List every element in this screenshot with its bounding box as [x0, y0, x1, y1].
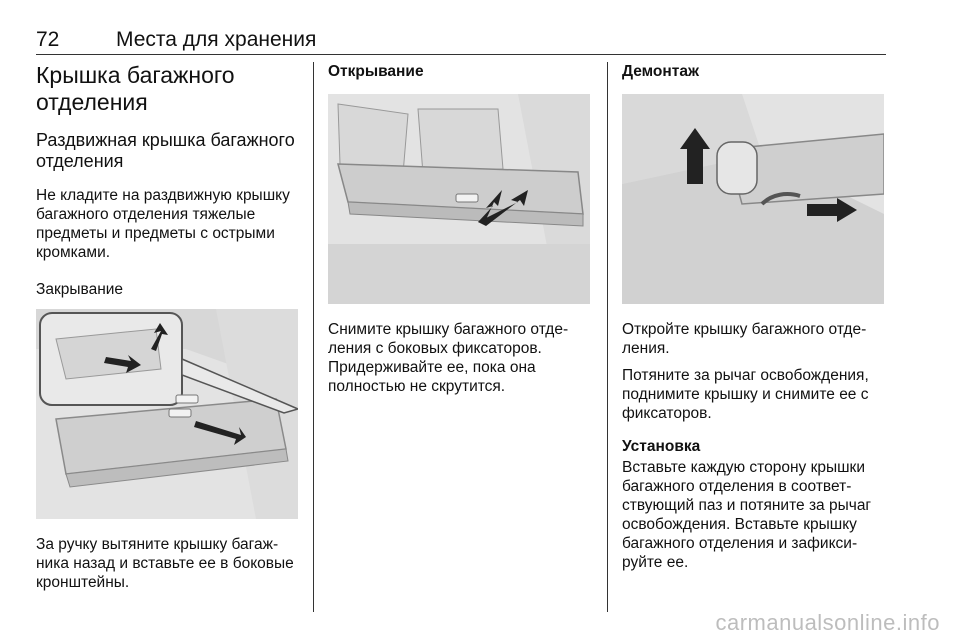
opening-illustration-drawing [328, 94, 590, 304]
removal-illustration-drawing [622, 94, 884, 304]
column-divider [607, 62, 608, 612]
removal-illustration [622, 94, 884, 304]
column-divider [313, 62, 314, 612]
watermark: carmanualsonline.info [715, 610, 940, 635]
removal-step-2: Потяните за рычаг освобождения, поднимите крышку и снимите ее с фиксаторов. [622, 367, 869, 422]
opening-paragraph: Снимите крышку багажного отделения с боковых фиксаторов. Придерживайте ее, пока она полностью не скрутится. [328, 321, 569, 395]
column-3 [622, 62, 888, 572]
chapter-title: Места для хранения [116, 28, 317, 51]
page-header [36, 20, 886, 56]
column-2 [328, 62, 594, 396]
subsection-title: Раздвижная крышка багажного отделения [36, 130, 295, 171]
opening-heading: Открывание [328, 63, 424, 80]
removal-heading: Демонтаж [622, 63, 699, 80]
install-heading: Установка [622, 438, 701, 455]
header-rule [36, 54, 886, 55]
opening-illustration [328, 94, 590, 304]
closing-illustration-drawing [36, 309, 298, 519]
column-1 [36, 62, 302, 592]
install-paragraph: Вставьте каждую сторону крышки багажного отделения в соответствующий паз и потяните за рычаг освобождения. Вставьте крышку багажного отделения и зафиксируйте ее. [622, 459, 872, 571]
closing-paragraph: За ручку вытяните крышку багажника назад и вставьте ее в боковые кронштейны. [36, 536, 294, 591]
closing-illustration [36, 309, 298, 519]
closing-heading: Закрывание [36, 281, 124, 298]
intro-paragraph: Не кладите на раздвижную крышку багажного отделения тяжелые предметы и предметы с острыми кромками. [36, 187, 290, 261]
page-number: 72 [36, 28, 60, 51]
removal-step-1: Откройте крышку багажного отделения. [622, 321, 867, 357]
section-title: Крышка багажного отделения [36, 62, 235, 115]
